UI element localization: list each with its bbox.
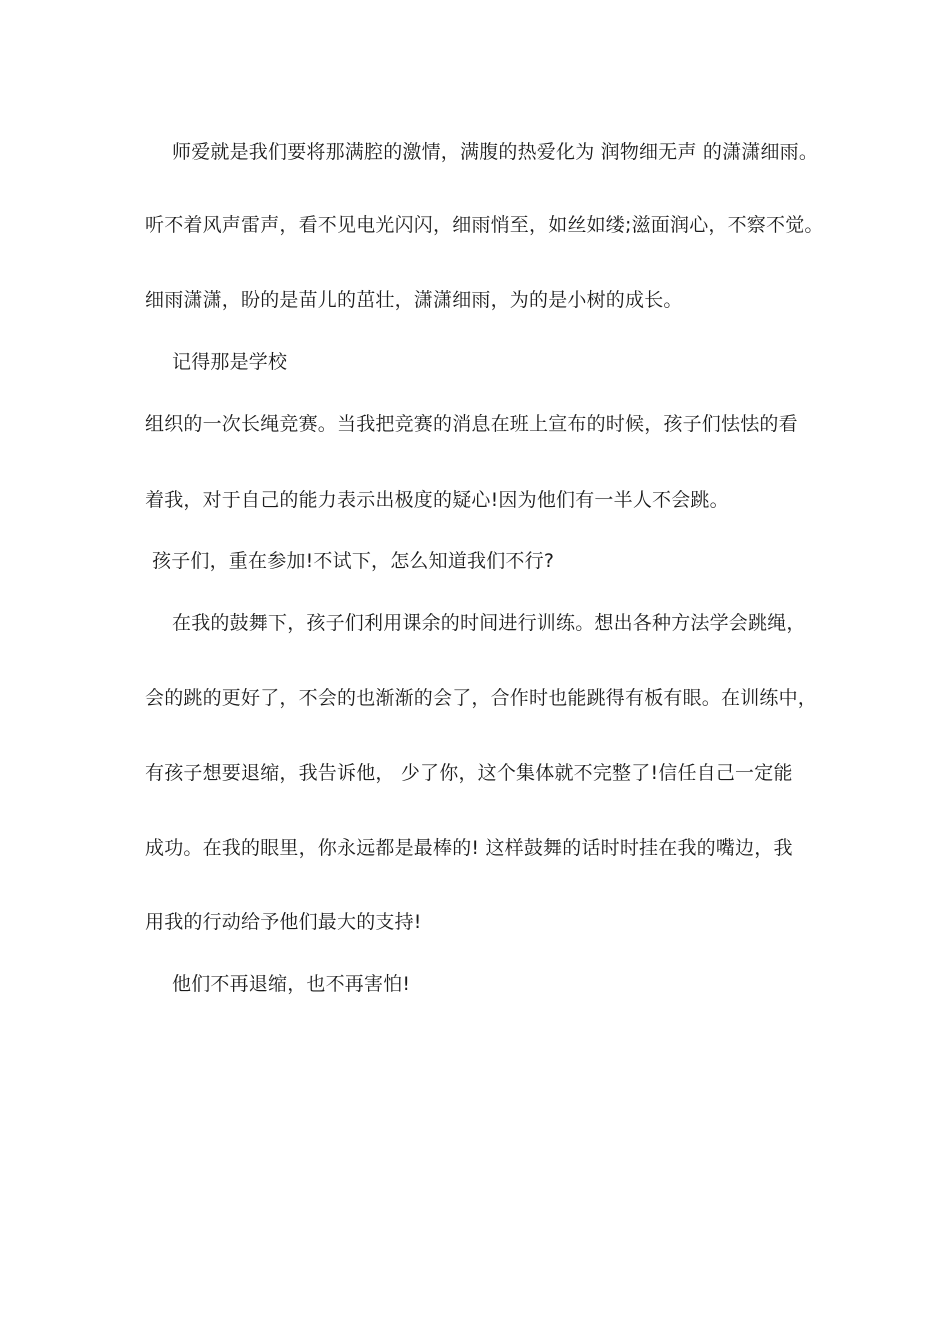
paragraph-line: 组织的一次长绳竞赛。当我把竞赛的消息在班上宣布的时候，孩子们怯怯的看 [145, 413, 798, 435]
paragraph-line: 着我，对于自己的能力表示出极度的疑心!因为他们有一半人不会跳。 [145, 489, 729, 511]
paragraph-line: 有孩子想要退缩，我告诉他， 少了你，这个集体就不完整了!信任自己一定能 [145, 762, 793, 784]
paragraph-line: 细雨潇潇，盼的是苗儿的茁壮，潇潇细雨，为的是小树的成长。 [145, 289, 683, 311]
paragraph-line: 成功。在我的眼里，你永远都是最棒的! 这样鼓舞的话时时挂在我的嘴边，我 [145, 837, 793, 859]
paragraph-line: 孩子们，重在参加!不试下，怎么知道我们不行? [152, 550, 555, 572]
paragraph-line: 他们不再退缩，也不再害怕! [172, 973, 411, 995]
paragraph-line: 听不着风声雷声，看不见电光闪闪，细雨悄至，如丝如缕;滋面润心，不察不觉。 [145, 214, 824, 236]
paragraph-line: 在我的鼓舞下，孩子们利用课余的时间进行训练。想出各种方法学会跳绳， [172, 612, 806, 634]
paragraph-line: 会的跳的更好了，不会的也渐渐的会了，合作时也能跳得有板有眼。在训练中， [145, 687, 818, 709]
paragraph-line: 师爱就是我们要将那满腔的激情，满腹的热爱化为 润物细无声 的潇潇细雨。 [172, 141, 819, 163]
paragraph-line: 用我的行动给予他们最大的支持! [145, 911, 422, 933]
paragraph-line: 记得那是学校 [172, 351, 288, 373]
